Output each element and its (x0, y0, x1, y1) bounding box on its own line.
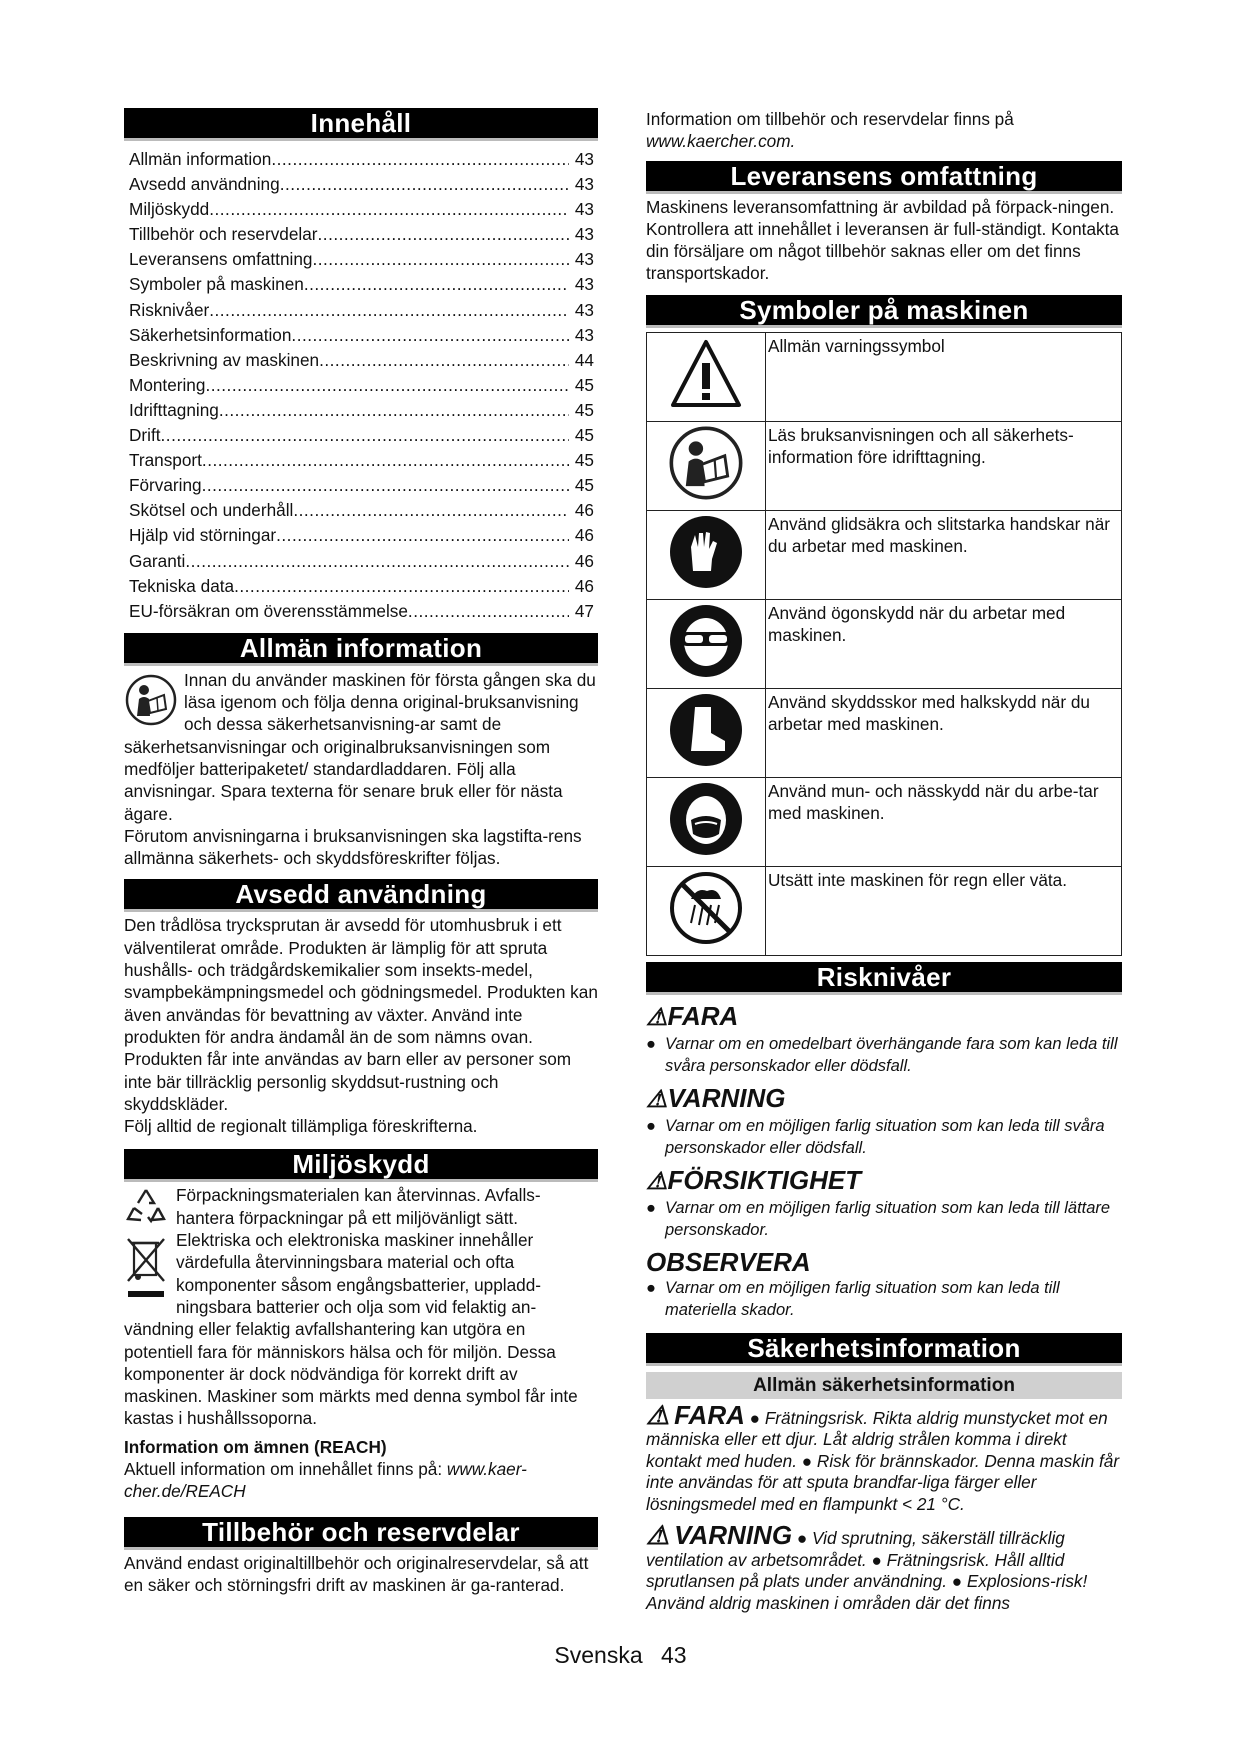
symbol-text: Läs bruksanvisningen och all säkerhets-information före idrifttagning. (766, 421, 1122, 510)
risk-level-label (646, 1083, 1122, 1115)
symbol-text: Använd glidsäkra och slitstarka handskar när du arbetar med maskinen. (766, 510, 1122, 599)
toc-leader (280, 172, 569, 197)
varning-label: VARNING (674, 1520, 793, 1551)
delivery-text: Maskinens leveransomfattning är avbildad på förpack-ningen. Kontrollera att innehållet i leveransen är full-ständigt. Kontakta din försäljare om något tillbehör saknas eller om det finns transportskador. (646, 196, 1119, 284)
right-column (646, 108, 1122, 1624)
risk-level-label (646, 1001, 1122, 1033)
toc-list (129, 147, 594, 624)
page-footer (0, 1642, 1241, 1669)
left-column (124, 108, 598, 1596)
safety-heading: Säkerhetsinformation (646, 1333, 1122, 1366)
toc-entry-page: 43 (574, 174, 594, 195)
symbol-row (647, 866, 1122, 955)
symbol-text: Allmän varningssymbol (766, 332, 1122, 421)
risk-level-name: FARA (667, 1000, 739, 1031)
toc-leader (219, 398, 569, 423)
toc-entry-title: Allmän information (129, 149, 272, 169)
toc-leader (209, 197, 569, 222)
toc-entry-title: Leveransens omfattning (129, 249, 313, 270)
toc-entry-page: 43 (574, 199, 594, 220)
intended-use-heading: Avsedd användning (124, 879, 598, 912)
toc-entry-title: Skötsel och underhåll (129, 500, 294, 521)
toc-entry[interactable] (129, 523, 594, 548)
risk-level-text: Varnar om en möjligen farlig situation som kan leda till materiella skador. (665, 1278, 1060, 1319)
risk-level-description (646, 1115, 1122, 1159)
toc-entry-page: 43 (574, 274, 594, 295)
symbols-heading: Symboler på maskinen (646, 295, 1122, 328)
symbol-text: Utsätt inte maskinen för regn eller väta. (766, 866, 1122, 955)
toc-entry-page: 43 (574, 249, 594, 270)
toc-entry[interactable] (129, 348, 594, 373)
symbol-row (647, 510, 1122, 599)
warning-triangle-icon: ⚠ (646, 1085, 668, 1113)
general-info-heading: Allmän information (124, 633, 598, 666)
toc-entry-title: Idrifttagning (129, 399, 219, 420)
boots-icon (647, 688, 766, 777)
symbol-row (647, 777, 1122, 866)
toc-entry[interactable] (129, 222, 594, 247)
risk-level-name: FÖRSIKTIGHET (667, 1164, 862, 1195)
toc-entry-page: 43 (574, 224, 594, 245)
risk-level-description (646, 1197, 1122, 1241)
read-manual-icon (124, 673, 178, 732)
toc-leader (304, 272, 569, 297)
toc-leader (312, 247, 568, 272)
toc-entry-title: Tekniska data (129, 575, 235, 596)
toc-entry-title: Tillbehör och reservdelar (129, 224, 318, 245)
toc-entry-title: EU-försäkran om överensstämmelse (129, 600, 408, 621)
warning-triangle-icon: ⚠ (646, 1399, 670, 1430)
no-rain-icon (647, 866, 766, 955)
toc-leader (161, 423, 569, 448)
toc-entry-page: 43 (574, 149, 594, 169)
bullet: ● (646, 1198, 656, 1217)
risk-level-description (646, 1033, 1122, 1077)
toc-entry-title: Risknivåer (129, 299, 210, 320)
fara-label: FARA (674, 1399, 745, 1430)
symbol-row (647, 332, 1122, 421)
bullet: ● (646, 1278, 656, 1297)
gloves-icon (647, 510, 766, 599)
toc-entry[interactable] (129, 197, 594, 222)
intended-use-text-2: Följ alltid de regionalt tillämpliga föreskrifterna. (124, 1116, 478, 1137)
toc-entry[interactable] (129, 549, 594, 574)
toc-leader (205, 373, 568, 398)
symbol-row (647, 688, 1122, 777)
toc-entry[interactable] (129, 147, 594, 172)
toc-entry-page: 46 (574, 525, 594, 546)
weee-bin-icon (124, 1235, 168, 1304)
symbol-row (647, 599, 1122, 688)
safety-fara-text (646, 1399, 1122, 1516)
toc-heading: Innehåll (124, 108, 598, 141)
bullet: ● (646, 1034, 656, 1053)
toc-entry[interactable] (129, 574, 594, 599)
toc-entry-title: Avsedd användning (129, 174, 280, 195)
warning-triangle-icon: ⚠ (646, 1520, 670, 1551)
toc-leader (291, 323, 568, 348)
toc-entry-page: 46 (574, 575, 594, 596)
risk-level-name: OBSERVERA (646, 1246, 811, 1277)
environment-text: Förpackningsmaterialen kan återvinnas. Avfalls-hantera förpackningar på ett miljövänligt sätt. (176, 1185, 541, 1228)
risk-heading: Risknivåer (646, 962, 1122, 995)
symbol-text: Använd skyddsskor med halkskydd när du arbetar med maskinen. (766, 688, 1122, 777)
toc-entry-title: Transport (129, 450, 202, 471)
page-number: 43 (661, 1642, 687, 1668)
toc-entry-page: 46 (574, 500, 594, 521)
toc-entry-title: Säkerhetsinformation (129, 324, 292, 345)
toc-entry-title: Symboler på maskinen (129, 274, 304, 295)
toc-entry[interactable] (129, 272, 594, 297)
accessories-text: Använd endast originaltillbehör och originalreservdelar, så att en säker och störningsfri drift av maskinen är ga-ranterad. (124, 1552, 589, 1595)
goggles-icon (647, 599, 766, 688)
bullet: ● (646, 1116, 656, 1135)
toc-entry-page: 47 (574, 600, 594, 621)
toc-entry[interactable] (129, 448, 594, 473)
toc-entry[interactable] (129, 373, 594, 398)
warning-triangle-icon (647, 332, 766, 421)
kaercher-link[interactable]: www.kaercher.com. (646, 131, 796, 152)
toc-entry-title: Beskrivning av maskinen (129, 349, 320, 370)
risk-level-label (646, 1247, 1122, 1277)
toc-entry-page: 43 (574, 324, 594, 345)
toc-entry[interactable] (129, 398, 594, 423)
warning-triangle-icon: ⚠ (646, 1003, 668, 1031)
toc-entry-title: Drift (129, 425, 161, 446)
toc-entry-page: 45 (574, 374, 594, 395)
reach-link[interactable]: www.kaer-cher.de/REACH (124, 1458, 527, 1502)
toc-entry-page: 45 (574, 450, 594, 471)
risk-level-label (646, 1165, 1122, 1197)
footer-language: Svenska (554, 1642, 643, 1668)
toc-entry[interactable] (129, 473, 594, 498)
toc-leader (209, 298, 569, 323)
toc-entry-page: 44 (574, 349, 594, 370)
general-info-text-2: Förutom anvisningarna i bruksanvisningen ska lagstifta-rens allmänna säkerhets- och skyddsföreskrifter följas. (124, 825, 582, 869)
symbol-text: Använd ögonskydd när du arbetar med maskinen. (766, 599, 1122, 688)
recycle-icon (124, 1184, 168, 1233)
toc-leader (318, 222, 569, 247)
reach-heading: Information om ämnen (REACH) (124, 1436, 387, 1457)
toc-entry[interactable] (129, 599, 594, 624)
risk-level-description (646, 1277, 1122, 1321)
toc-entry-title: Miljöskydd (129, 199, 210, 220)
intended-use-text: Den trådlösa trycksprutan är avsedd för utomhusbruk i ett välventilerat område. Produkten är lämplig för att spruta hushålls- och trädgårdskemikalier som insekts-medel, svampbekämpningsmedel och gödningsmedel. Produkten kan även användas för bevattning av växter. Använd inte produkten för andra ändamål än de som nämns ovan. Produkten får inte användas av barn eller av personer som inte bär tillräcklig personlig skyddsut-rustning och skyddskläder. (124, 915, 598, 1114)
toc-entry-page: 45 (574, 475, 594, 496)
environment-heading: Miljöskydd (124, 1149, 598, 1182)
toc-entry-page: 45 (574, 425, 594, 446)
symbols-table (646, 332, 1122, 956)
reach-text (124, 1458, 598, 1503)
toc-entry-title: Garanti (129, 550, 186, 571)
toc-entry[interactable] (129, 323, 594, 348)
toc-entry-page: 46 (574, 550, 594, 571)
toc-entry[interactable] (129, 298, 594, 323)
fara-text: ● Frätningsrisk. Rikta aldrig munstycket mot en människa eller ett djur. Låt aldrig strålen komma i direkt kontakt med huden. ● Risk för brännskador. Denna maskin får inte användas för att sputa brandfar-liga färger eller lösningsmedel med en flampunkt < 21 °C. (646, 1407, 1120, 1514)
toc-entry-title: Förvaring (129, 475, 202, 496)
toc-leader (276, 523, 569, 548)
delivery-heading: Leveransens omfattning (646, 161, 1122, 194)
toc-leader (202, 473, 569, 498)
safety-subheading: Allmän säkerhetsinformation (646, 1372, 1122, 1399)
read-manual-icon (647, 421, 766, 510)
toc-entry-title: Hjälp vid störningar (129, 525, 277, 546)
risk-level-text: Varnar om en omedelbart överhängande fara som kan leda till svåra personskador eller dödsfall. (665, 1034, 1118, 1075)
reach-text-label: Aktuell information om innehållet finns på: (124, 1458, 447, 1479)
varning-text: ● Vid sprutning, säkerställ tillräcklig ventilation av arbetsområdet. ● Frätningsrisk. Håll alltid sprutlansen på plats under användning. ● Explosions-risk! Använd aldrig maskinen i områden där det finns (646, 1528, 1088, 1613)
toc-leader (234, 574, 569, 599)
toc-leader (185, 549, 569, 574)
toc-leader (293, 498, 569, 523)
accessories-info-text: Information om tillbehör och reservdelar finns på (646, 109, 1014, 129)
toc-leader (408, 599, 569, 624)
general-info-section (124, 669, 598, 870)
environment-section (124, 1184, 598, 1502)
toc-entry[interactable] (129, 247, 594, 272)
symbol-text: Använd mun- och nässkydd när du arbe-tar med maskinen. (766, 777, 1122, 866)
symbol-row (647, 421, 1122, 510)
warning-triangle-icon: ⚠ (646, 1167, 668, 1195)
safety-varning-text (646, 1520, 1122, 1614)
toc-entry[interactable] (129, 423, 594, 448)
toc-entry-page: 45 (574, 399, 594, 420)
toc-entry[interactable] (129, 498, 594, 523)
environment-weee-text: Elektriska och elektroniska maskiner innehåller värdefulla återvinningsbara material och ofta komponenter såsom engångsbatterier, uppladd-ningsbara batterier och olja som vid felaktig an-vändning eller felaktig avfallshantering kan utgöra en potentiell fara för människors hälsa och för miljön. Dessa komponenter är dock nödvändiga för korrekt drift av maskinen. Maskiner som märkts med denna symbol får inte kastas i hushållssoporna. (124, 1230, 578, 1429)
risk-level-name: VARNING (667, 1082, 786, 1113)
accessories-heading: Tillbehör och reservdelar (124, 1517, 598, 1550)
toc-entry-title: Montering (129, 374, 206, 395)
toc-leader (202, 448, 569, 473)
risk-list (646, 1001, 1122, 1321)
risk-level-text: Varnar om en möjligen farlig situation som kan leda till lättare personskador. (665, 1198, 1111, 1239)
toc-leader (271, 147, 569, 172)
toc-entry[interactable] (129, 172, 594, 197)
general-info-text: Innan du använder maskinen för första gången ska du läsa igenom och följa denna original-bruksanvisning och dessa säkerhetsanvisning-ar samt de säkerhetsanvisningar och originalbruksanvisningen som medföljer batteripaketet/ standardladdaren. Följ alla anvisningar. Spara texterna för senare bruk eller för nästa ägare. (124, 669, 596, 824)
mask-icon (647, 777, 766, 866)
toc-entry-page: 43 (574, 299, 594, 320)
risk-level-text: Varnar om en möjligen farlig situation som kan leda till svåra personskador eller dödsfall. (665, 1116, 1105, 1157)
toc-leader (319, 348, 569, 373)
